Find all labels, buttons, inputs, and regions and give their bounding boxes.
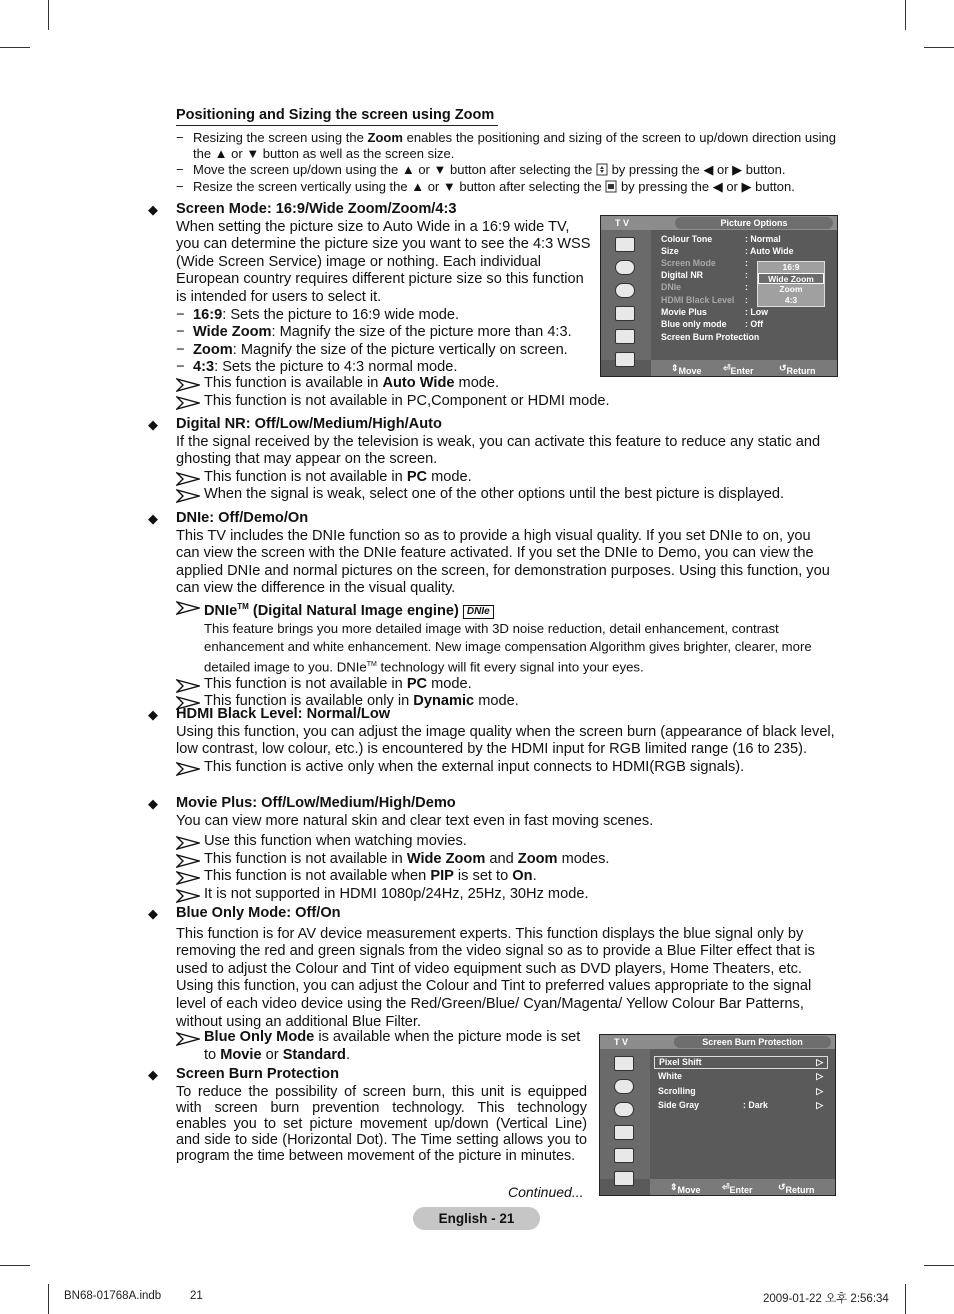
screen-mode-option: − 16:9: Sets the picture to 16:9 wide mode. [176,306,460,323]
blue-only-section [146,905,836,1031]
osd-title-bar [601,216,837,230]
note: This function is not available when PIP is set to On. [176,868,836,886]
note-arrow-icon [176,1032,200,1046]
osd-row-value: : Auto Wide [745,246,794,256]
note: This function is not available in PC mode. [176,469,836,487]
setup-icon[interactable] [615,306,635,321]
screen-burn-heading: Screen Burn Protection [176,1066,339,1082]
crop-mark [924,1265,954,1266]
zoom-section-title: Positioning and Sizing the screen using Zoom [176,107,498,126]
picture-icon[interactable] [615,237,635,252]
osd-row-size[interactable]: Size [661,246,679,256]
bullet-diamond-icon: ◆ [148,707,158,722]
hdmi-body: Using this function, you can adjust the image quality when the screen burn (appearance of black level, low contrast, low colour, etc.) is encountered by the HDMI input for RGB limited range (16 to 235). [176,723,835,758]
page-number-badge: English - 21 [413,1207,540,1230]
crop-mark [0,47,30,48]
osd-row-value: : Low [745,307,768,317]
note: It is not supported in HDMI 1080p/24Hz, 25Hz, 30Hz mode. [176,886,836,904]
osd-footer [650,1179,835,1195]
osd-title: Picture Options [675,217,833,229]
note-arrow-icon [176,489,200,503]
note-arrow-icon [176,854,200,868]
movie-plus-section [146,795,836,904]
bullet-diamond-icon: ◆ [148,202,158,217]
movie-plus-body: You can view more natural skin and clear text even in fast moving scenes. [176,812,654,829]
note-arrow-icon [176,679,200,693]
note-arrow-icon [176,871,200,885]
osd-title: Screen Burn Protection [674,1036,831,1048]
popup-option[interactable]: 16:9 [782,262,800,272]
osd-row-value: : Normal [745,234,781,244]
screen-mode-notes [146,375,836,410]
dnie-description: This feature brings you more detailed image with 3D noise reduction, detail enhancement, contrast enhancement and white enhancement. New image compensation Algorithm gives brighter, clearer, more detailed image to you. DNIe™ technology will fit every signal into your eyes. [204,621,812,674]
enter-hint: ⏎ Enter [722,1182,753,1195]
osd-row-value: : Off [745,319,764,329]
submenu-arrow-icon: ▷ [816,1057,823,1067]
osd-tv-label: T V [615,218,630,228]
movie-plus-heading: Movie Plus: Off/Low/Medium/High/Demo [176,795,456,811]
osd-row-screen-burn[interactable]: Screen Burn Protection [661,332,760,342]
note: This function is not available in Wide Zoom and Zoom modes. [176,851,836,869]
return-hint: ↺ Return [778,1182,815,1195]
osd-row-value: : [745,258,748,268]
screen-mode-popup [757,261,825,307]
note-arrow-icon [176,889,200,903]
note-arrow-icon [176,472,200,486]
crop-mark [48,1284,49,1314]
screen-mode-section [146,201,591,377]
note: DNIe™ (Digital Natural Image engine) DNIe [176,598,836,620]
note: This function is available only in Dynamic mode. [176,693,836,711]
osd-row-value: : [745,295,748,305]
digital-menu-icon[interactable] [615,352,635,367]
osd-sidebar [601,230,651,360]
osd-title-bar [600,1035,835,1049]
dnie-heading: DNIe: Off/Demo/On [176,510,309,526]
osd-row-pixel-shift[interactable]: Pixel Shift ▷ [654,1056,828,1069]
osd-row-movie-plus[interactable]: Movie Plus [661,307,707,317]
screen-mode-option: − 4:3: Sets the picture to 4:3 normal mode. [176,359,458,376]
screen-mode-body: When setting the picture size to Auto Wide in a 16:9 wide TV, you can determine the picture size you want to see the 4:3 WSS (Wide Screen Service) image or nothing. Each individual European country requires different picture size so this function is intended for users to select it. [176,218,591,305]
osd-tv-label: T V [614,1037,629,1047]
sound-icon[interactable] [614,1079,634,1094]
osd-row-dnie[interactable]: DNIe [661,282,682,292]
note-arrow-icon [176,396,200,410]
osd-row-digital-nr[interactable]: Digital NR [661,270,704,280]
crop-mark [0,1265,30,1266]
note: This function is active only when the external input connects to HDMI(RGB signals). [176,759,836,777]
screen-mode-option: − Zoom: Magnify the size of the picture vertically on screen. [176,341,568,358]
osd-row-scrolling[interactable]: Scrolling ▷ [658,1086,823,1096]
channel-icon[interactable] [614,1102,634,1117]
channel-icon[interactable] [615,283,635,298]
popup-option-selected[interactable]: Wide Zoom [758,273,824,284]
osd-row-colour-tone[interactable]: Colour Tone [661,234,713,244]
osd-sidebar [600,1049,650,1179]
picture-icon[interactable] [614,1056,634,1071]
osd-row-side-gray[interactable]: Side Gray : Dark ▷ [658,1100,823,1110]
note: Use this function when watching movies. [176,833,836,851]
continued-label: Continued... [508,1184,584,1200]
blue-only-heading: Blue Only Mode: Off/On [176,905,341,921]
return-hint: ↺ Return [779,363,816,376]
bullet-diamond-icon: ◆ [148,1067,158,1082]
note-arrow-icon [176,601,200,615]
screen-mode-heading: Screen Mode: 16:9/Wide Zoom/Zoom/4:3 [176,201,457,217]
crop-mark [924,47,954,48]
footer-filename: BN68-01768A.indb [64,1290,162,1302]
setup-icon[interactable] [614,1125,634,1140]
note: This function is available in Auto Wide mode. [176,375,836,393]
resize-icon [605,180,617,193]
input-icon[interactable] [614,1148,634,1163]
hdmi-section [146,706,836,776]
osd-row-hdmi-black-level[interactable]: HDMI Black Level [661,295,735,305]
popup-option[interactable]: 4:3 [784,295,798,305]
bullet-diamond-icon: ◆ [148,906,158,921]
osd-row-value: : [745,270,748,280]
note: This function is not available in PC mode. [176,676,836,694]
crop-mark [905,0,906,30]
digital-nr-heading: Digital NR: Off/Low/Medium/High/Auto [176,416,442,432]
bullet-diamond-icon: ◆ [148,417,158,432]
note: This function is not available in PC,Component or HDMI mode. [176,393,836,411]
screen-burn-body: To reduce the possibility of screen burn, this unit is equipped with screen burn prevention technology. This technology enables you to set picture movement up/down (Vertical Line) and side to side (Horizontal Dot). The Time setting allows you to program the time between movement of the picture in minutes. [176,1083,587,1165]
blue-only-note [146,1029,586,1064]
hdmi-heading: HDMI Black Level: Normal/Low [176,706,391,722]
submenu-arrow-icon: ▷ [816,1071,823,1081]
submenu-arrow-icon: ▷ [816,1100,823,1110]
zoom-item: − Resizing the screen using the Zoom enables the positioning and sizing of the screen to up/down direction using the ▲ or ▼ button as well as the screen size. [176,130,836,161]
osd-footer [651,360,837,376]
note-arrow-icon [176,836,200,850]
crop-mark [905,1284,906,1314]
note-arrow-icon [176,762,200,776]
osd-screen-burn [599,1034,836,1196]
crop-mark [48,0,49,30]
bullet-diamond-icon: ◆ [148,796,158,811]
zoom-item: − Resize the screen vertically using the ▲ or ▼ button after selecting the by pressing the ◀ or ▶ button. [176,179,795,194]
digital-menu-icon[interactable] [614,1171,634,1186]
screen-burn-section [146,1066,587,1165]
position-icon [596,163,608,176]
digital-nr-section [146,416,836,504]
dnie-logo: DNIe [463,605,494,619]
input-icon[interactable] [615,329,635,344]
popup-option[interactable]: Zoom [779,284,803,294]
footer-page: 21 [190,1290,203,1302]
note: When the signal is weak, select one of the other options until the best picture is displayed. [176,486,836,504]
note-arrow-icon [176,378,200,392]
digital-nr-body: If the signal received by the television is weak, you can activate this feature to reduce any static and ghosting that may appear on the screen. [176,433,821,468]
enter-hint: ⏎ Enter [723,363,754,376]
submenu-arrow-icon: ▷ [816,1086,823,1096]
osd-row-screen-mode[interactable]: Screen Mode [661,258,716,268]
blue-only-body: This function is for AV device measurement experts. This function displays the blue signal only by removing the red and green signals from the video signal so as to provide a Blue Filter effect that is used to adjust the Colour and Tint of video equipment such as DVD players, Home Theaters, etc. Using this function, you can adjust the Colour and Tint to preferred values appropriate to the signal level of each video device using the Red/Green/Blue/ Cyan/Magenta/ Yellow Colour Bar Patterns, without using an additional Blue Filter. [176,925,815,1030]
note: Blue Only Mode is available when the picture mode is set to Movie or Standard. [176,1029,586,1064]
sound-icon[interactable] [615,260,635,275]
osd-row-value: : [745,282,748,292]
move-hint: ⇕ Move [670,1182,701,1195]
osd-row-blue-only-mode[interactable]: Blue only mode [661,319,727,329]
dnie-section [146,510,836,711]
osd-row-white[interactable]: White ▷ [658,1071,823,1081]
osd-picture-options [600,215,838,377]
bullet-diamond-icon: ◆ [148,511,158,526]
footer-date: 2009-01-22 오후 2:56:34 [763,1293,889,1305]
screen-mode-option: − Wide Zoom: Magnify the size of the picture more than 4:3. [176,324,572,341]
move-hint: ⇕ Move [671,363,702,376]
zoom-item: − Move the screen up/down using the ▲ or ▼ button after selecting the by pressing the ◀ or ▶ button. [176,162,786,177]
dnie-body: This TV includes the DNIe function so as to provide a high visual quality. If you set DNIe to on, you can view the screen with the DNIe feature activated. If you set the DNIe to Demo, you can view the applied DNIe and normal pictures on the screen, for demonstration purposes. Using this function, you can view the difference in the visual quality. [176,527,830,597]
